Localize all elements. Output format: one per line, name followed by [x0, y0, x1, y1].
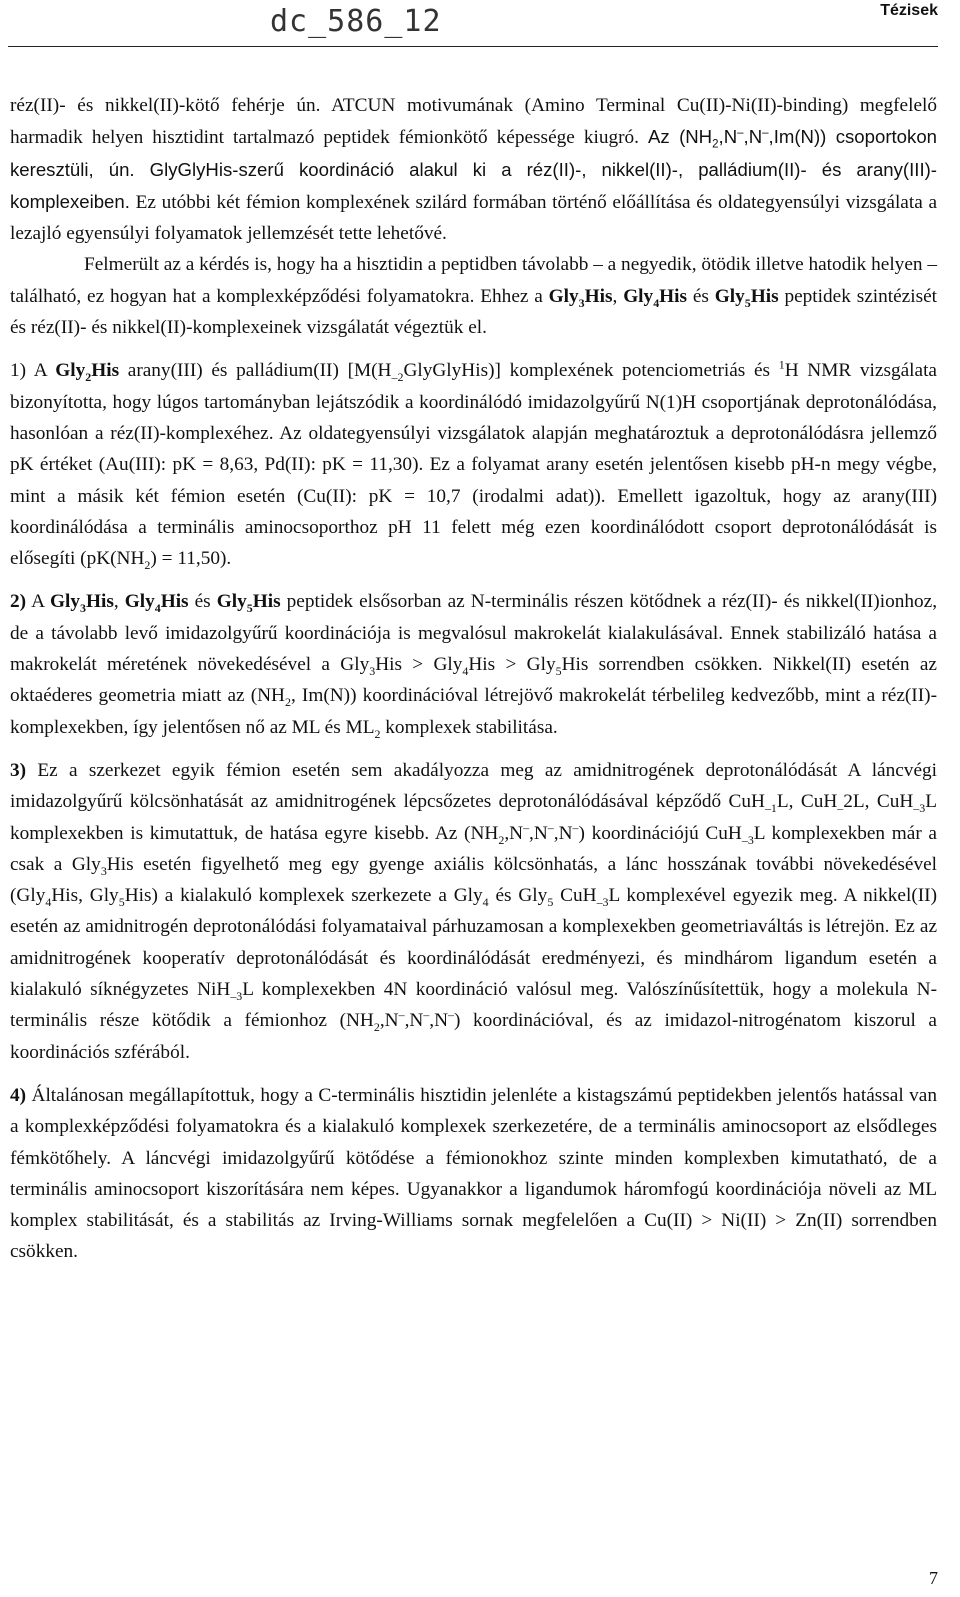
sans-segment: Az $(NH_2,N^-,N^-,Im(N))$ csoportokon keresztüli, ún. GlyGlyHis-szerű koordináció alakul ki a réz(II)-, nikkel(II)-, palládium(II)- és arany(III)-komplexeiben. [10, 126, 938, 212]
thesis-4: 4) Általánosan megállapítottuk, hogy a C-terminális hisztidin jelenléte a kistagszámú peptidekben jelentős hatással van a komplexképződési folyamatokra és a kialakuló komplexek szerkezetére, de a terminális aminocsoport az elsődleges fémkötőhely. A láncvégi imidazolgyűrű kötődése a fémionokhoz szinte minden komplexben kimutatható, de a terminális aminocsoport kiszorítására nem képes. Ugyanakkor a ligandumok háromfogú koordinációja növeli az ML komplex stabilitását, és a stabilitás az Irving-Williams sornak megfelelően a Cu(II) > Ni(II) > Zn(II) sorrendben csökken. [10, 1084, 937, 1263]
thesis-number: 2) [10, 591, 27, 613]
thesis-number: 1) [10, 360, 27, 382]
document-body [10, 90, 937, 1268]
thesis-1: 1) A Gly$_2$His arany(III) és palládium(II) $[M(H_{-2}GlyGlyHis)]$ komplexének potenciometriás és $^1$H NMR vizsgálata bizonyította, hogy lúgos tartományban lejátszódik a koordinálódó imidazolgyűrű N(1)H csoportjának deprotonálódása, hasonlóan a réz(II)-komplexéhez. Az oldategyensúlyi vizsgálatok alapján meghatároztuk a deprotonálódásra jellemző pK értéket (Au(III): pK = 8,63, Pd(II): pK = 11,30). Ez a folyamat arany esetén jelentősen kisebb pH-n megy végbe, mint a másik két fémion esetén (Cu(II): pK = 10,7 (irodalmi adat)). Emellett igazoltuk, hogy az arany(III) koordinálódása a terminális aminocsoporthoz pH 11 felett még ezen koordinálódott csoport deprotonálódását is elősegíti $(pK(NH_2) = 11,50)$. [10, 357, 937, 573]
document-code: dc_586_12 [270, 4, 442, 39]
thesis-2: 2) A Gly$_3$His, Gly$_4$His és Gly$_5$His peptidek elsősorban az N-terminális részen kötődnek a réz(II)- és nikkel(II)ionhoz, de a távolabb levő imidazolgyűrű koordinációja is megvalósul makrokelát kialakulásával. Ennek stabilizáló hatása a makrokelát méretének növekedésével a Gly$_3$His > Gly$_4$His > Gly$_5$His sorrendben csökken. Nikkel(II) esetén az oktaéderes geometria miatt az ($NH_2$, Im(N)) koordinációval létrejövő makrokelát térbelileg kedvezőbb, mint a réz(II)-komplexekben, így jelentősen nő az ML és $ML_2$ komplexek stabilitása. [10, 591, 938, 741]
header-divider [8, 46, 938, 47]
thesis-3: 3) Ez a szerkezet egyik fémion esetén sem akadályozza meg az amidnitrogének deprotonálódását A láncvégi imidazolgyűrű kölcsönhatását az amidnitrogének lépcsőzetes deprotonálódásával képződő CuH$_{-1}$L, CuH$_-$2L, CuH$_{-3}$L komplexekben is kimutattuk, de hatása egyre kisebb. Az $(NH_2,N^-,N^-,N^-)$ koordinációjú CuH$_{-3}$L komplexekben már a csak a Gly$_3$His esetén figyelhető meg egy gyenge axiális kölcsönhatás, a lánc hosszának további növekedésével (Gly$_4$His, Gly$_5$His) a kialakuló komplexek szerkezete a Gly$_4$ és Gly$_5$ CuH$_{-3}$L komplexével egyezik meg. A nikkel(II) esetén az amidnitrogén deprotonálódási folyamataival párhuzamosan a komplexekben geometriaváltás is létrejön. Ez az amidnitrogének kooperatív deprotonálódását és koordinálódását eredményezi, és mindhárom ligandum esetén a kialakuló síknégyzetes NiH$_{-3}$L komplexekben 4N koordináció valósul meg. Valószínűsítettük, hogy a molekula N-terminális része kötődik a fémionhoz $(NH_2,N^-,N^-,N^-)$ koordinációval, és az imidazol-nitrogénatom kiszorul a koordinációs szférából. [10, 759, 938, 1063]
thesis-number: 3) [10, 759, 27, 781]
thesis-number: 4) [10, 1084, 27, 1106]
section-title: Tézisek [880, 2, 938, 19]
paragraph-question: Felmerült az a kérdés is, hogy ha a hisztidin a peptidben távolabb – a negyedik, ötödik illetve hatodik helyen – található, ez hogyan hat a komplexképződési folyamatokra. Ehhez a Gly$_3$His, Gly$_4$His és Gly$_5$His peptidek szintézisét és réz(II)- és nikkel(II)-komplexeinek vizsgálatát végeztük el. [10, 254, 938, 339]
paragraph-intro: réz(II)- és nikkel(II)-kötő fehérje ún. ATCUN motivumának (Amino Terminal Cu(II)-Ni(II)-binding) megfelelő harmadik helyen hisztidint tartalmazó peptidek fémionkötő képessége kiugró. Az $(NH_2,N^-,N^-,Im(N))$ csoportokon keresztüli, ún. GlyGlyHis-szerű koordináció alakul ki a réz(II)-, nikkel(II)-, palládium(II)- és arany(III)-komplexeiben. Ez utóbbi két fémion komplexének szilárd formában történő előállítása és oldategyensúlyi vizsgálata a lezajló egyensúlyi folyamatok jellemzését tette lehetővé. [10, 95, 938, 245]
page-number: 7 [929, 1568, 938, 1588]
